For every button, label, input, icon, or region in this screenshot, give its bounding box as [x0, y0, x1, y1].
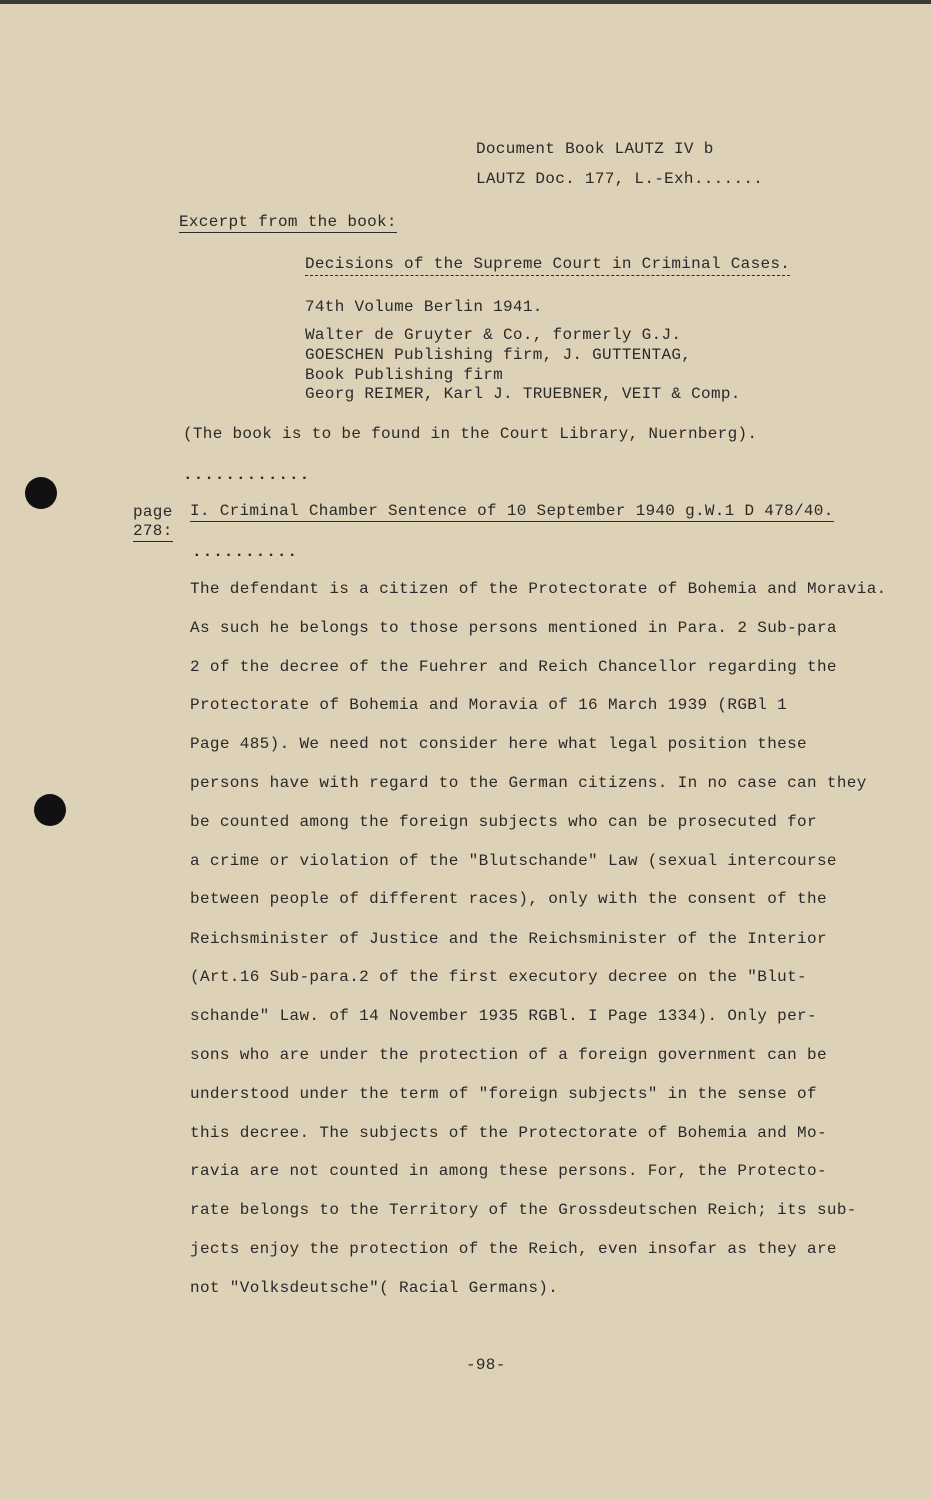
separator-dots: ..........: [192, 543, 299, 561]
publisher-line: Georg REIMER, Karl J. TRUEBNER, VEIT & Comp.: [305, 385, 741, 403]
separator-dots: ............: [183, 466, 311, 484]
body-line: between people of different races), only with the consent of the: [190, 890, 827, 908]
body-line: Protectorate of Bohemia and Moravia of 16 March 1939 (RGBl 1: [190, 696, 788, 714]
page-ref-number: 278:: [133, 522, 173, 540]
punch-hole: [34, 794, 66, 826]
body-line: rate belongs to the Territory of the Grossdeutschen Reich; its sub-: [190, 1201, 857, 1219]
location-note: (The book is to be found in the Court Library, Nuernberg).: [183, 425, 758, 443]
body-line: not "Volksdeutsche"( Racial Germans).: [190, 1279, 559, 1297]
sentence-heading: I. Criminal Chamber Sentence of 10 September 1940 g.W.1 D 478/40.: [190, 502, 834, 520]
body-line: this decree. The subjects of the Protectorate of Bohemia and Mo-: [190, 1124, 827, 1142]
body-line: Reichsminister of Justice and the Reichsminister of the Interior: [190, 930, 827, 948]
publisher-line: Book Publishing firm: [305, 366, 504, 384]
book-volume: 74th Volume Berlin 1941.: [305, 298, 543, 316]
top-edge: [0, 0, 931, 4]
body-line: sons who are under the protection of a foreign government can be: [190, 1046, 827, 1064]
body-line: persons have with regard to the German citizens. In no case can they: [190, 774, 867, 792]
body-line: ravia are not counted in among these persons. For, the Protecto-: [190, 1162, 827, 1180]
page-number: -98-: [466, 1356, 506, 1374]
doc-book-line: Document Book LAUTZ IV b: [476, 140, 714, 158]
doc-exhibit-line: LAUTZ Doc. 177, L.-Exh.......: [476, 170, 764, 188]
body-line: The defendant is a citizen of the Protectorate of Bohemia and Moravia.: [190, 580, 887, 598]
body-line: Page 485). We need not consider here what legal position these: [190, 735, 807, 753]
publisher-line: GOESCHEN Publishing firm, J. GUTTENTAG,: [305, 346, 692, 364]
page-ref-label: page: [133, 503, 173, 521]
body-line: schande" Law. of 14 November 1935 RGBl. I Page 1334). Only per-: [190, 1007, 817, 1025]
body-line: a crime or violation of the "Blutschande" Law (sexual intercourse: [190, 852, 837, 870]
punch-hole: [25, 477, 57, 509]
body-line: be counted among the foreign subjects who can be prosecuted for: [190, 813, 817, 831]
body-line: understood under the term of "foreign subjects" in the sense of: [190, 1085, 817, 1103]
excerpt-label: Excerpt from the book:: [179, 213, 397, 231]
body-line: jects enjoy the protection of the Reich, even insofar as they are: [190, 1240, 837, 1258]
book-title: Decisions of the Supreme Court in Criminal Cases.: [305, 255, 790, 276]
body-line: As such he belongs to those persons mentioned in Para. 2 Sub-para: [190, 619, 837, 637]
body-line: 2 of the decree of the Fuehrer and Reich Chancellor regarding the: [190, 658, 837, 676]
body-line: (Art.16 Sub-para.2 of the first executory decree on the "Blut-: [190, 968, 807, 986]
publisher-line: Walter de Gruyter & Co., formerly G.J.: [305, 326, 682, 344]
